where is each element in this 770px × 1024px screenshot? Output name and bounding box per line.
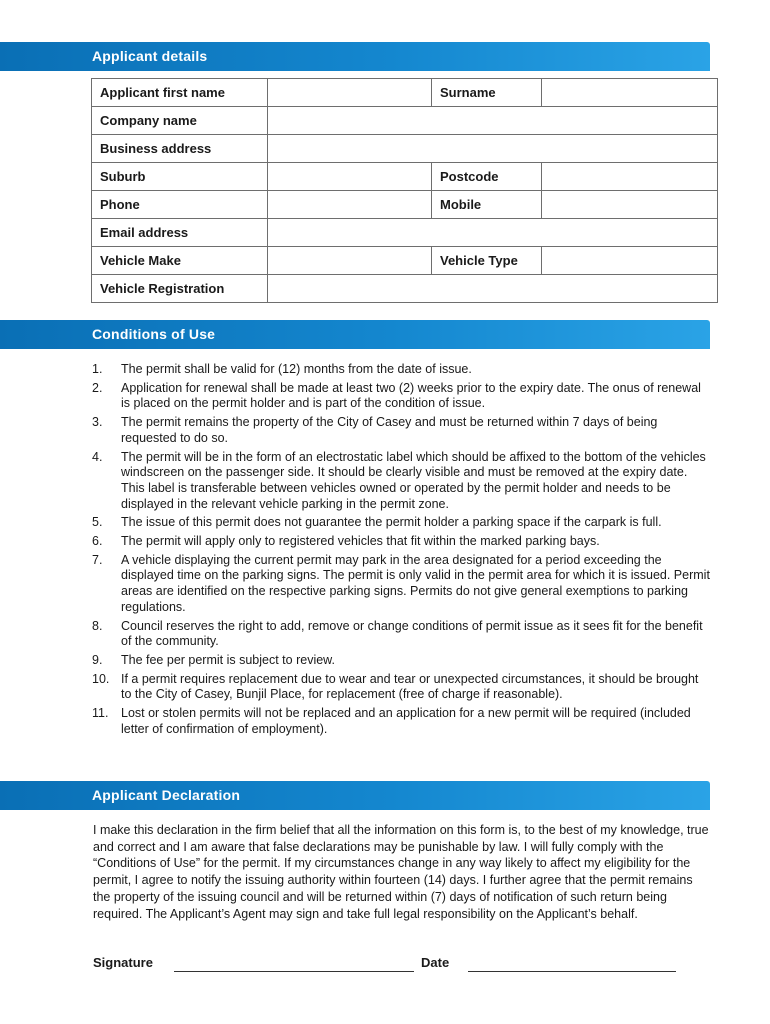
conditions-list xyxy=(92,362,710,740)
list-item xyxy=(92,415,710,446)
item-text: Council reserves the right to add, remove or change conditions of permit issue as it sees fit for the benefit of the community. xyxy=(121,618,703,649)
date-label: Date xyxy=(421,955,450,970)
mobile-label: Mobile xyxy=(432,191,542,219)
list-item xyxy=(92,515,710,531)
item-number: 10. xyxy=(92,671,110,686)
declaration-text: I make this declaration in the firm belief that all the information on this form is, to the best of my knowledge, true and correct and I am aware that false declarations may be punishable by law. I will fully comply with the “Conditions of Use” for the permit. If my circumstances change in any way likely to affect my eligibility for the permit, I agree to notify the issuing authority within fourteen (14) days. I further agree that the permit remains the property of the issuing council and will be returned within (7) days of notification of such return being required. The Applicant’s Agent may sign and take full legal responsibility on the Applicant’s behalf. xyxy=(93,823,709,921)
signature-label: Signature xyxy=(93,955,153,970)
surname-field[interactable] xyxy=(542,79,718,107)
vehicle-registration-field[interactable] xyxy=(268,275,718,303)
table-row xyxy=(92,191,718,219)
vehicle-registration-label: Vehicle Registration xyxy=(92,275,268,303)
item-number: 8. xyxy=(92,618,103,633)
item-number: 9. xyxy=(92,652,103,667)
item-text: The permit will apply only to registered vehicles that fit within the marked parking bays. xyxy=(121,534,600,549)
item-text: The permit shall be valid for (12) months from the date of issue. xyxy=(121,362,472,376)
table-row xyxy=(92,247,718,275)
section-header-applicant-declaration xyxy=(0,781,710,810)
list-item xyxy=(92,706,710,737)
postcode-field[interactable] xyxy=(542,163,718,191)
business-address-field[interactable] xyxy=(268,135,718,163)
phone-field[interactable] xyxy=(268,191,432,219)
table-row xyxy=(92,107,718,135)
postcode-label: Postcode xyxy=(432,163,542,191)
item-text: Lost or stolen permits will not be replaced and an application for a new permit will be required (included letter of confirmation of employment). xyxy=(121,706,691,736)
business-address-label: Business address xyxy=(92,135,268,163)
email-field[interactable] xyxy=(268,219,718,247)
item-text: The permit will be in the form of an electrostatic label which should be affixed to the bottom of the vehicles windscreen on the passenger side. It should be clearly visible and must be removed at the expiry date. This label is transferable between vehicles owned or operated by the permit holder and needs to be displayed in the relevant vehicle parking in the permit zone. xyxy=(121,449,706,511)
item-number: 5. xyxy=(92,515,103,530)
list-item xyxy=(92,553,710,616)
item-number: 1. xyxy=(92,362,103,376)
suburb-field[interactable] xyxy=(268,163,432,191)
section-header-conditions-of-use xyxy=(0,320,710,349)
table-row xyxy=(92,163,718,191)
company-name-field[interactable] xyxy=(268,107,718,135)
signature-row xyxy=(0,955,770,977)
list-item xyxy=(92,362,710,378)
table-row xyxy=(92,79,718,107)
list-item xyxy=(92,653,710,669)
section-title: Applicant details xyxy=(92,48,208,64)
item-number: 4. xyxy=(92,449,103,464)
list-item xyxy=(92,619,710,650)
list-item xyxy=(92,450,710,513)
phone-label: Phone xyxy=(92,191,268,219)
item-number: 11. xyxy=(92,706,109,721)
item-text: A vehicle displaying the current permit may park in the area designated for a period exceeding the displayed time on the parking signs. The permit is only valid in the permit area for which it is issued. Permit areas are identified on the respective parking signs. Permits do not give general exemptions to parking regulations. xyxy=(121,552,710,614)
item-number: 2. xyxy=(92,380,103,395)
date-line[interactable] xyxy=(468,971,676,972)
item-text: Application for renewal shall be made at least two (2) weeks prior to the expiry date. The onus of renewal is placed on the permit holder and is part of the condition of issue. xyxy=(121,380,701,411)
vehicle-make-field[interactable] xyxy=(268,247,432,275)
item-number: 3. xyxy=(92,415,103,430)
table-row xyxy=(92,219,718,247)
first-name-field[interactable] xyxy=(268,79,432,107)
item-text: The permit remains the property of the City of Casey and must be returned within 7 days of being requested to do so. xyxy=(121,415,658,445)
vehicle-type-field[interactable] xyxy=(542,247,718,275)
suburb-label: Suburb xyxy=(92,163,268,191)
signature-line[interactable] xyxy=(174,971,414,972)
list-item xyxy=(92,381,710,412)
item-text: The fee per permit is subject to review. xyxy=(121,652,335,667)
surname-label: Surname xyxy=(432,79,542,107)
list-item xyxy=(92,672,710,703)
vehicle-make-label: Vehicle Make xyxy=(92,247,268,275)
applicant-details-table xyxy=(91,78,718,303)
table-row xyxy=(92,275,718,303)
mobile-field[interactable] xyxy=(542,191,718,219)
list-item xyxy=(92,534,710,550)
vehicle-type-label: Vehicle Type xyxy=(432,247,542,275)
item-text: If a permit requires replacement due to wear and tear or unexpected circumstances, it should be brought to the City of Casey, Bunjil Place, for replacement (free of charge if reasonable). xyxy=(121,671,699,702)
email-label: Email address xyxy=(92,219,268,247)
table-row xyxy=(92,135,718,163)
item-text: The issue of this permit does not guarantee the permit holder a parking space if the carpark is full. xyxy=(121,515,662,530)
section-title: Applicant Declaration xyxy=(92,787,241,803)
company-name-label: Company name xyxy=(92,107,268,135)
section-header-applicant-details xyxy=(0,42,710,71)
item-number: 7. xyxy=(92,552,103,567)
first-name-label: Applicant first name xyxy=(92,79,268,107)
section-title: Conditions of Use xyxy=(92,326,216,342)
item-number: 6. xyxy=(92,534,103,549)
